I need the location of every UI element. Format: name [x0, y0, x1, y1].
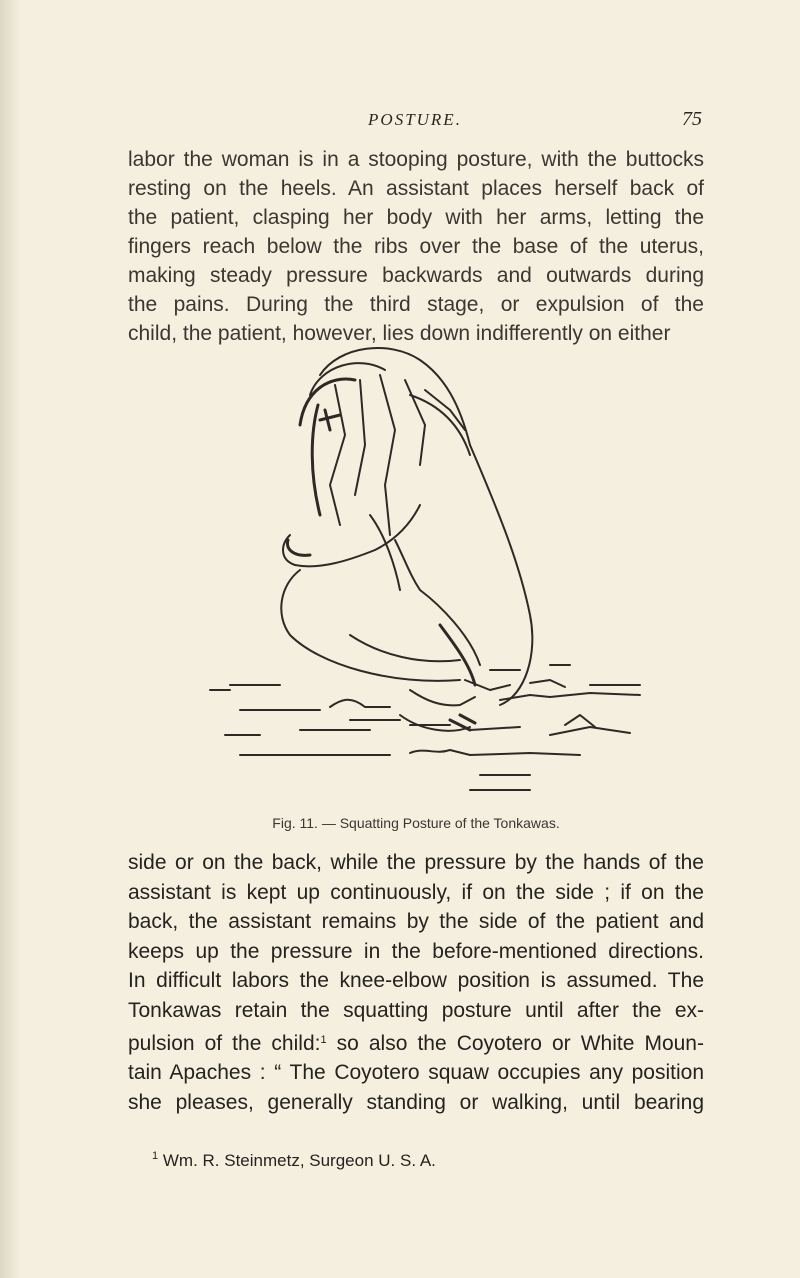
- footnote: [152, 1150, 692, 1171]
- text-line: Tonkawas retain the squatting posture until after the ex-: [128, 998, 704, 1022]
- squatting-woman-illustration: [170, 335, 670, 795]
- figure-illustration: [170, 335, 670, 795]
- text-line: resting on the heels. An assistant places herself back of: [128, 177, 704, 200]
- text-line: keeps up the pressure in the before-mentioned directions.: [128, 939, 704, 963]
- running-title: POSTURE.: [368, 110, 462, 129]
- footnote-reference: 1: [320, 1033, 327, 1046]
- text-line: back, the assistant remains by the side of the patient and: [128, 910, 704, 934]
- page-gutter: [0, 0, 22, 1278]
- text-line: she pleases, generally standing or walking, until bearing: [128, 1090, 704, 1114]
- text-line: tain Apaches : “ The Coyotero squaw occupies any position: [128, 1061, 704, 1085]
- text-fragment: pulsion of the child:: [128, 1031, 321, 1055]
- text-line: the pains. During the third stage, or expulsion of the: [128, 293, 704, 316]
- text-line: child, the patient, however, lies down indifferently on either: [128, 322, 671, 345]
- text-line: labor the woman is in a stooping posture, with the buttocks: [128, 148, 704, 171]
- text-line: [128, 1026, 704, 1059]
- footnote-text: Wm. R. Steinmetz, Surgeon U. S. A.: [162, 1151, 436, 1170]
- page-number: 75: [682, 108, 702, 130]
- text-line: fingers reach below the ribs over the base of the uterus,: [128, 235, 704, 258]
- figure-caption: Fig. 11. — Squatting Posture of the Tonkawas.: [272, 815, 560, 831]
- running-head: [128, 108, 702, 136]
- footnote-marker: 1: [152, 1150, 159, 1162]
- text-line: assistant is kept up continuously, if on the side ; if on the: [128, 880, 704, 904]
- text-fragment: so also the Coyotero or White Moun-: [336, 1031, 704, 1055]
- text-line: making steady pressure backwards and outwards during: [128, 264, 704, 287]
- text-line: side or on the back, while the pressure by the hands of the: [128, 851, 704, 874]
- text-line: the patient, clasping her body with her arms, letting the: [128, 206, 704, 229]
- paragraph-top: [128, 145, 704, 348]
- text-line: In difficult labors the knee-elbow position is assumed. The: [128, 969, 704, 993]
- paragraph-bottom: [128, 848, 704, 1117]
